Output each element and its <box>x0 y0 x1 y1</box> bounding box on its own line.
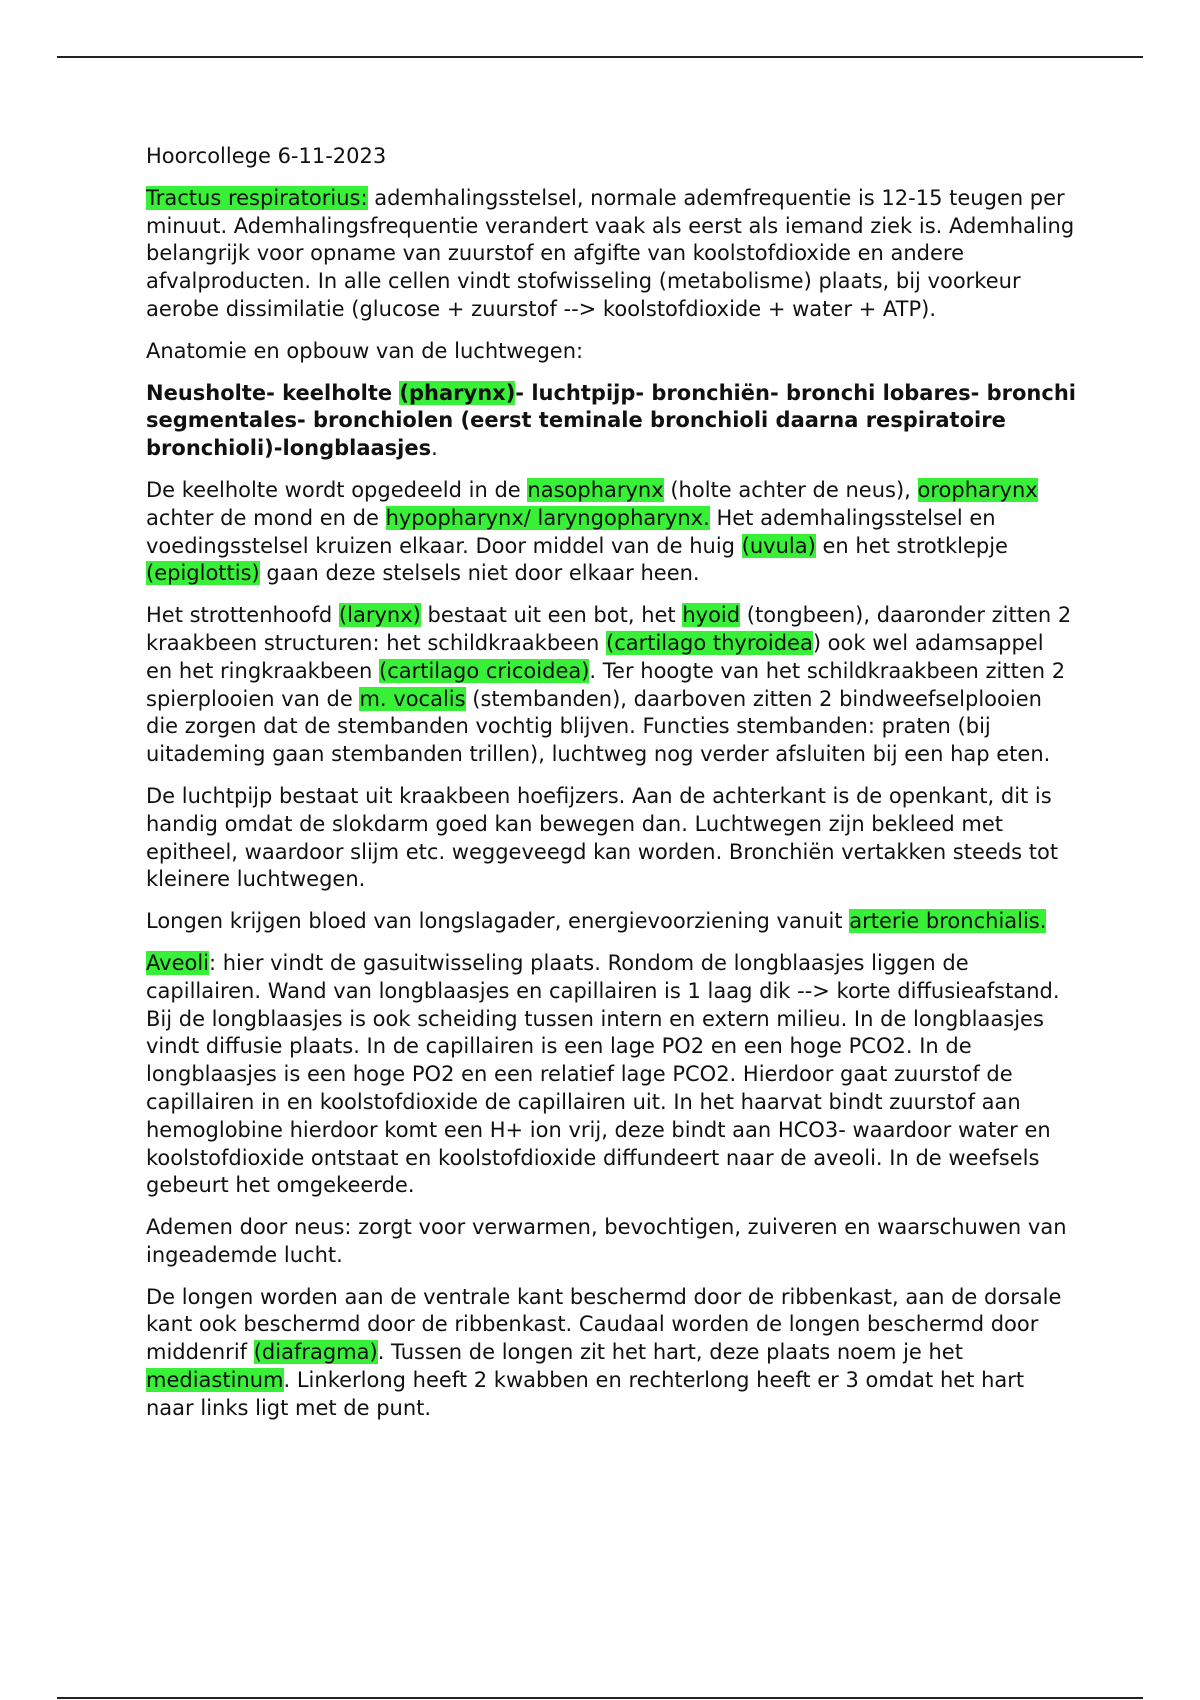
text-segment: (stembanden), daarboven zitten 2 bindweefselplooien die zorgen dat de stembanden vochtig blijven. Functies stembanden: praten (bij uitademing gaan stembanden trillen), luchtweg nog verder afsluiten bij een hap eten. <box>146 686 1051 767</box>
footer-rule <box>57 1697 1143 1699</box>
text-segment: De keelholte wordt opgedeeld in de <box>146 477 528 502</box>
paragraph-list <box>146 185 1076 1423</box>
text-segment: Ademen door neus: zorgt voor verwarmen, bevochtigen, zuiveren en waarschuwen van ingeademde lucht. <box>146 1215 1067 1267</box>
document-title: Hoorcollege 6-11-2023 <box>146 144 387 168</box>
text-segment: . Tussen de longen zit het hart, deze plaats noem je het <box>377 1340 963 1365</box>
text-segment: Longen krijgen bloed van longslagader, energievoorziening vanuit <box>146 909 850 934</box>
text-segment: . <box>431 436 438 461</box>
text-segment: Het ademhalingsstelsel en voedingsstelsel kruizen elkaar. Door middel van de huig <box>146 505 996 558</box>
text-segment: en het strotklepje <box>815 533 1008 558</box>
paragraph <box>146 602 1076 769</box>
paragraph <box>146 380 1076 463</box>
highlighted-term: nasopharynx <box>527 477 664 502</box>
text-segment: (holte achter de neus), <box>663 477 918 502</box>
text-segment: . Linkerlong heeft 2 kwabben en rechterlong heeft er 3 omdat het hart naar links ligt met de punt. <box>146 1368 1025 1420</box>
highlighted-term: hyoid <box>682 603 741 628</box>
highlighted-term: oropharynx <box>917 477 1038 502</box>
text-segment: Het strottenhoofd <box>146 603 339 628</box>
header-rule <box>57 56 1143 58</box>
paragraph <box>146 1284 1076 1423</box>
paragraph <box>146 783 1076 894</box>
highlighted-term: Aveoli <box>146 950 209 975</box>
document-body <box>146 143 1076 1437</box>
text-segment: bestaat uit een bot, het <box>420 603 683 628</box>
highlighted-term: (epiglottis) <box>146 561 260 586</box>
highlighted-term: m. vocalis <box>359 686 466 711</box>
highlighted-term: (cartilago cricoidea) <box>379 658 590 683</box>
paragraph <box>146 1214 1076 1270</box>
text-segment: achter de mond en de <box>146 505 386 530</box>
text-segment: (tongbeen), daaronder zitten 2 kraakbeen structuren: het schildkraakbeen <box>146 603 1072 655</box>
highlighted-term: (cartilago thyroidea <box>606 630 813 655</box>
paragraph <box>146 950 1076 1200</box>
highlighted-term: hypopharynx/ laryngopharynx. <box>385 505 710 530</box>
highlighted-term: (uvula) <box>741 533 816 558</box>
text-segment: - luchtpijp- bronchiën- bronchi lobares- bronchi segmentales- bronchiolen (eerst teminale bronchioli daarna respiratoire bronchioli)-longblaasjes <box>146 380 1076 461</box>
text-segment: : hier vindt de gasuitwisseling plaats. Rondom de longblaasjes liggen de capillairen. Wand van longblaasjes en capillairen is 1 laag dik --> korte diffusieafstand. Bij de longblaasjes is ook scheiding tussen intern en extern milieu. In de longblaasjes vindt diffusie plaats. In de capillairen is een lage PO2 en een hoge PCO2. In de longblaasjes is een hoge PO2 en een relatief lage PCO2. Hierdoor gaat zuurstof de capillairen in en koolstofdioxide de capillairen uit. In het haarvat bindt zuurstof aan hemoglobine hierdoor komt een H+ ion vrij, deze bindt aan HCO3- waardoor water en koolstofdioxide ontstaat en koolstofdioxide diffundeert naar de aveoli. In de weefsels gebeurt het omgekeerde. <box>146 950 1060 1198</box>
text-segment: gaan deze stelsels niet door elkaar heen. <box>259 561 700 586</box>
text-segment: Neusholte- keelholte <box>146 380 400 405</box>
text-segment: Anatomie en opbouw van de luchtwegen: <box>146 338 584 363</box>
text-segment: ademhalingsstelsel, normale ademfrequentie is 12-15 teugen per minuut. Ademhalingsfrequentie verandert vaak als eerst als iemand ziek is. Ademhaling belangrijk voor opname van zuurstof en afgifte van koolstofdioxide en andere afvalproducten. In alle cellen vindt stofwisseling (metabolisme) plaats, bij voorkeur aerobe dissimilatie (glucose + zuurstof --> koolstofdioxide + water + ATP). <box>146 185 1075 321</box>
text-segment: . Ter hoogte van het schildkraakbeen zitten 2 spierplooien van de <box>146 658 1066 711</box>
text-segment: De luchtpijp bestaat uit kraakbeen hoefijzers. Aan de achterkant is de openkant, dit is handig omdat de slokdarm goed kan bewegen dan. Luchtwegen zijn bekleed met epitheel, waardoor slijm etc. weggeveegd kan worden. Bronchiën vertakken steeds tot kleinere luchtwegen. <box>146 783 1059 892</box>
highlighted-term: (larynx) <box>338 603 421 628</box>
highlighted-term: mediastinum <box>146 1368 284 1393</box>
highlighted-term: (diafragma) <box>253 1340 378 1365</box>
highlighted-term: (pharynx) <box>399 380 516 405</box>
paragraph <box>146 908 1076 936</box>
highlighted-term: arterie bronchialis. <box>849 909 1047 934</box>
highlighted-term: Tractus respiratorius: <box>146 185 368 210</box>
text-segment: De longen worden aan de ventrale kant beschermd door de ribbenkast, aan de dorsale kant ook beschermd door de ribbenkast. Caudaal worden de longen beschermd door middenrif <box>146 1284 1062 1365</box>
paragraph <box>146 477 1076 588</box>
text-segment: ) ook wel adamsappel en het ringkraakbeen <box>146 630 1044 683</box>
paragraph <box>146 185 1076 324</box>
paragraph <box>146 338 1076 366</box>
